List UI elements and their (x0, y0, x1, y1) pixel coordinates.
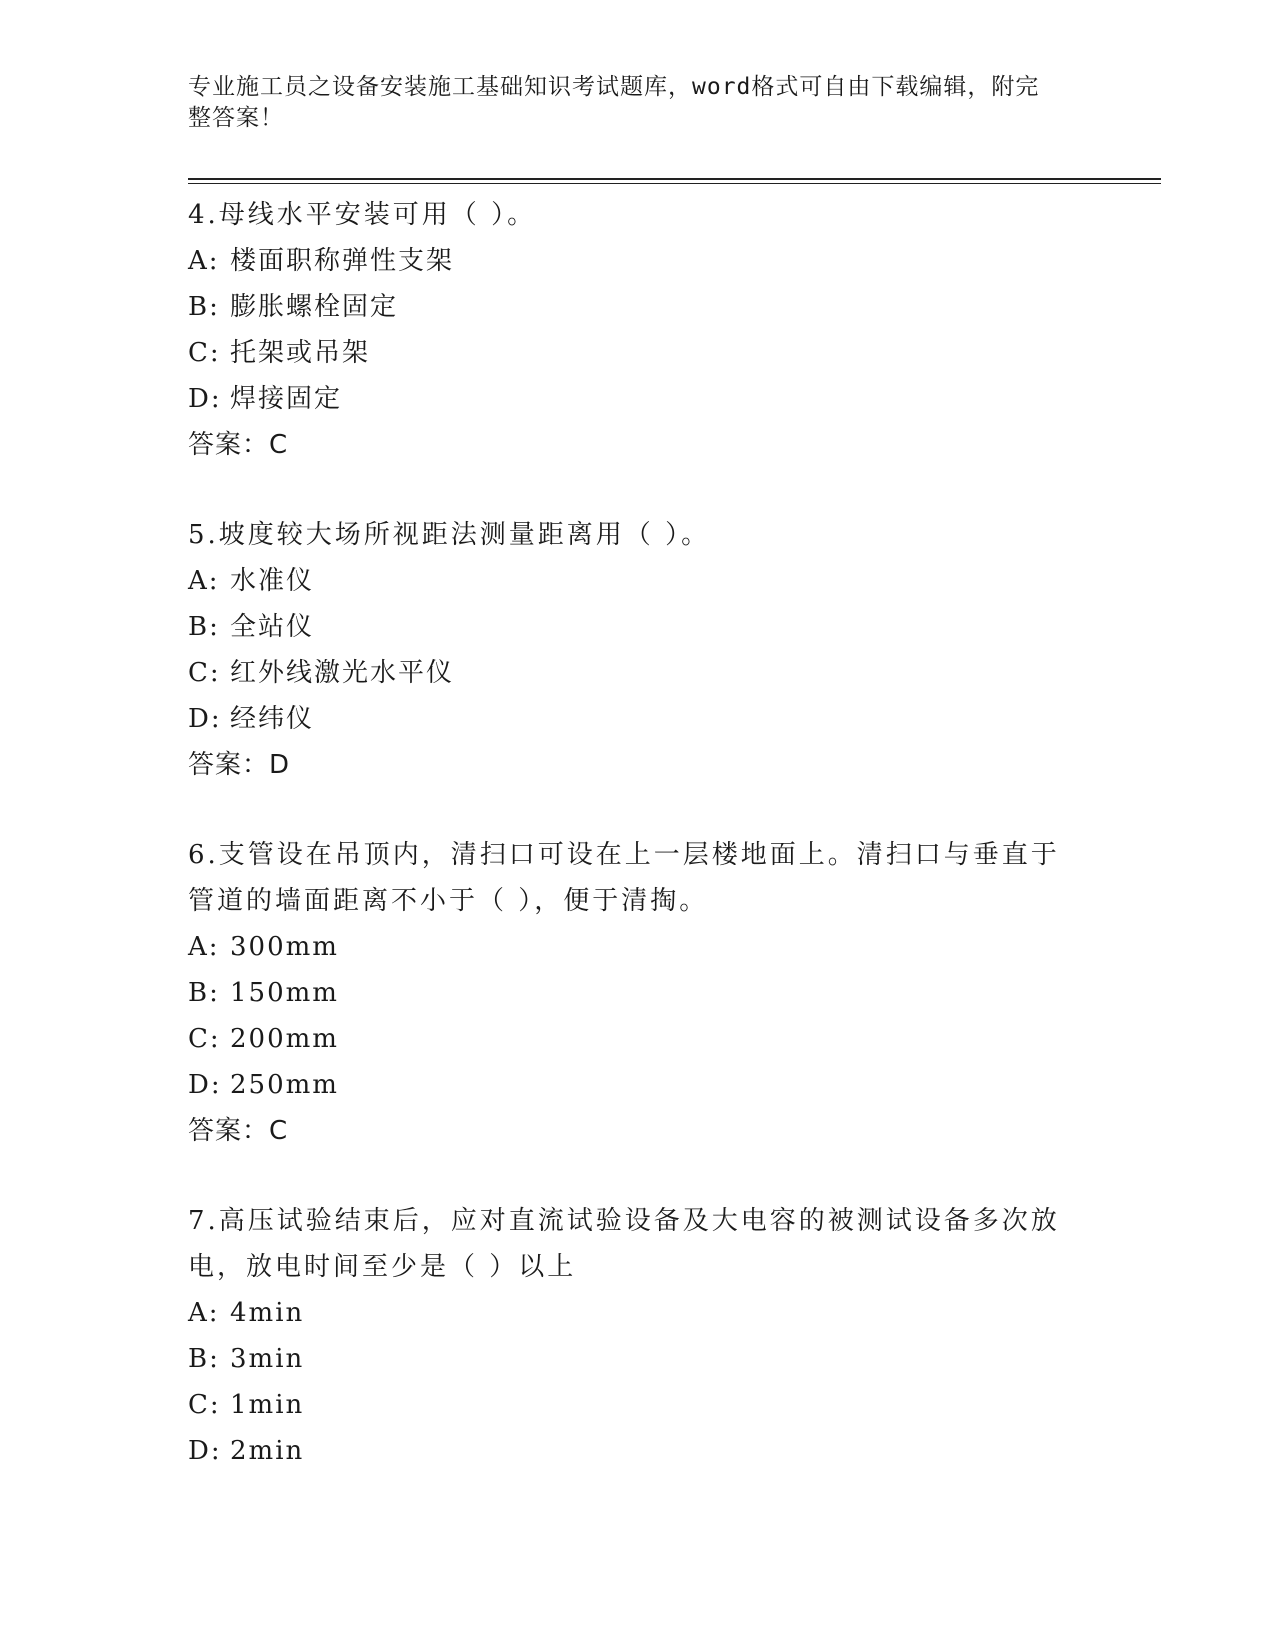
question-stem (188, 832, 1088, 924)
option-text: 水准仪 (230, 566, 315, 596)
option-text: 250mm (230, 1070, 339, 1100)
option-key: B: (188, 292, 220, 322)
option-b (188, 970, 1088, 1016)
option-b (188, 604, 1088, 650)
option-c (188, 330, 1088, 376)
option-d (188, 696, 1088, 742)
option-key: D: (188, 1436, 222, 1466)
option-key: B: (188, 612, 220, 642)
option-text: 焊接固定 (230, 384, 343, 414)
question-stem-line: 7.高压试验结束后，应对直流试验设备及大电容的被测试设备多次放 (188, 1206, 1060, 1236)
option-key: A: (188, 932, 220, 962)
answer-line: 答案：C (188, 430, 289, 460)
option-c (188, 1016, 1088, 1062)
question-stem-line: 电，放电时间至少是（ ）以上 (188, 1252, 577, 1282)
option-key: A: (188, 246, 220, 276)
question-7 (188, 1198, 1088, 1474)
option-key: C: (188, 338, 221, 368)
option-key: C: (188, 1024, 221, 1054)
question-6 (188, 832, 1088, 1154)
option-text: 托架或吊架 (230, 338, 371, 368)
option-text: 300mm (230, 932, 339, 962)
option-a (188, 238, 1088, 284)
option-text: 4min (230, 1298, 305, 1328)
option-text: 200mm (230, 1024, 339, 1054)
question-stem-line: 5.坡度较大场所视距法测量距离用（ ）。 (188, 520, 711, 550)
question-stem (188, 192, 1088, 238)
option-text: 3min (230, 1344, 305, 1374)
document-header (188, 72, 1068, 134)
option-key: B: (188, 1344, 220, 1374)
option-text: 全站仪 (230, 612, 315, 642)
question-stem-line: 4.母线水平安装可用（ ）。 (188, 200, 537, 230)
option-text: 1min (230, 1390, 305, 1420)
option-b (188, 284, 1088, 330)
option-key: D: (188, 704, 222, 734)
option-key: C: (188, 658, 221, 688)
question-stem (188, 1198, 1088, 1290)
option-key: B: (188, 978, 220, 1008)
option-d (188, 1428, 1088, 1474)
option-text: 红外线激光水平仪 (230, 658, 455, 688)
option-text: 楼面职称弹性支架 (230, 246, 455, 276)
option-key: A: (188, 1298, 220, 1328)
option-c (188, 650, 1088, 696)
option-a (188, 924, 1088, 970)
header-line-1: 专业施工员之设备安装施工基础知识考试题库，word格式可自由下载编辑，附完 (188, 74, 1040, 100)
question-stem-line: 6.支管设在吊顶内，清扫口可设在上一层楼地面上。清扫口与垂直于 (188, 840, 1060, 870)
option-c (188, 1382, 1088, 1428)
option-text: 经纬仪 (230, 704, 315, 734)
option-key: D: (188, 384, 222, 414)
option-a (188, 558, 1088, 604)
option-d (188, 1062, 1088, 1108)
option-b (188, 1336, 1088, 1382)
question-list (188, 192, 1088, 1518)
answer-line: 答案：D (188, 750, 291, 780)
header-line-2: 整答案！ (188, 105, 284, 131)
option-key: C: (188, 1390, 221, 1420)
option-d (188, 376, 1088, 422)
question-4 (188, 192, 1088, 468)
option-key: A: (188, 566, 220, 596)
option-a (188, 1290, 1088, 1336)
option-key: D: (188, 1070, 222, 1100)
question-5 (188, 512, 1088, 788)
option-text: 150mm (230, 978, 339, 1008)
option-text: 2min (230, 1436, 305, 1466)
header-divider (188, 178, 1161, 184)
answer-line: 答案：C (188, 1116, 289, 1146)
question-stem (188, 512, 1088, 558)
question-stem-line: 管道的墙面距离不小于（ ），便于清掏。 (188, 886, 709, 916)
option-text: 膨胀螺栓固定 (230, 292, 399, 322)
